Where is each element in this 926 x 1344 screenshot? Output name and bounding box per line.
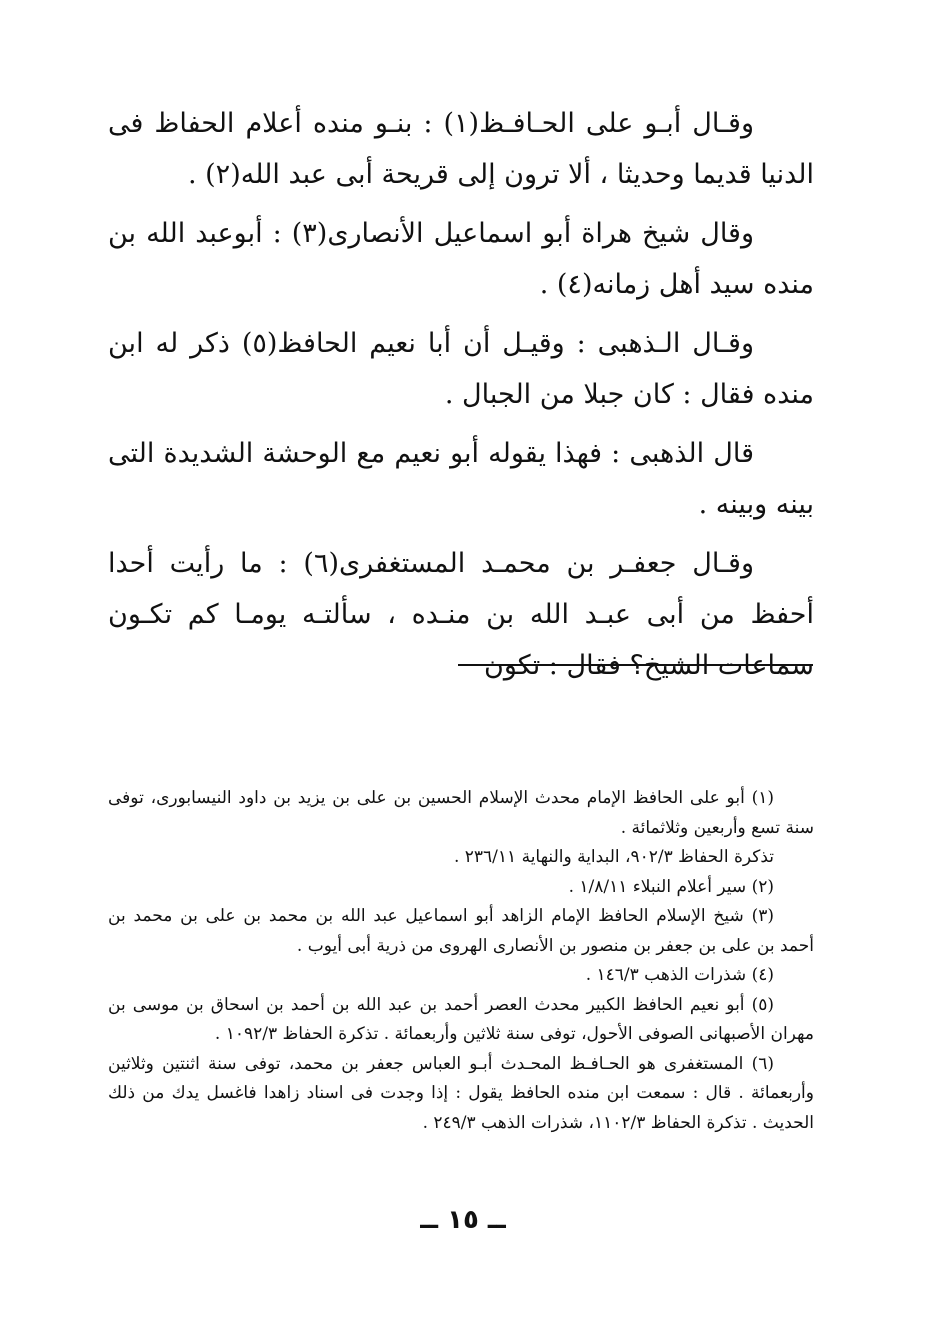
footnote-4: (٤) شذرات الذهب ١٤٦/٣ .	[585, 965, 774, 985]
main-paragraph-3: وقـال الـذهبى : وقيـل أن أبا نعيم الحافظ(٥) ذكر له ابن منده فقال : كان جبلا من الجبال .	[108, 328, 814, 410]
footnote-1: (١) أبو على الحافظ الإمام محدث الإسلام الحسين بن على بن يزيد بن داود النيسابورى، توفى سنة تسع وأربعين وثلاثمائة .	[108, 788, 814, 838]
footnote-separator	[458, 664, 813, 666]
footnote-5: (٥) أبو نعيم الحافظ الكبير محدث العصر أحمد بن عبد الله بن أحمد بن اسحاق بن موسى بن مهران الأصبهانى الصوفى الأحول، توفى سنة ثلاثين وأربعمائة . تذكرة الحفاظ ١٠٩٢/٣ .	[108, 994, 814, 1044]
footnote-1-refs: تذكرة الحفاظ ٩٠٢/٣، البداية والنهاية ٢٣٦/١١ .	[453, 847, 774, 867]
main-paragraph-2: وقال شيخ هراة أبو اسماعيل الأنصارى(٣) : أبوعبد الله بن منده سيد أهل زمانه(٤) .	[108, 218, 814, 300]
main-paragraph-5: وقـال جعفـر بن محمـد المستغفرى(٦) : ما رأيت أحدا أحفظ من أبى عبـد الله بن منـده ، سألتـه يومـا كم تكـون سماعات الشيخ؟ فقال : تكون	[108, 548, 814, 681]
footnotes	[108, 784, 814, 1138]
main-paragraph-1: وقـال أبـو على الحـافـظ(١) : بنـو منده أعلام الحفاظ فى الدنيا قديما وحديثا ، ألا ترون إلى قريحة أبى عبد الله(٢) .	[108, 108, 814, 190]
main-text	[108, 98, 814, 699]
footnote-2: (٢) سير أعلام النبلاء ١/٨/١١ .	[568, 876, 774, 897]
footnote-3: (٣) شيخ الإسلام الحافظ الإمام الزاهد أبو اسماعيل عبد الله بن محمد بن على بن محمد بن أحمد بن على بن جعفر بن منصور بن الأنصارى الهروى من ذرية أبى أيوب .	[108, 906, 814, 956]
main-paragraph-4: قال الذهبى : فهذا يقوله أبو نعيم مع الوحشة الشديدة التى بينه وبينه .	[108, 438, 814, 520]
page-number: ــ ١٥ ــ	[420, 1205, 506, 1235]
footnote-6: (٦) المستغفرى هو الحـافـظ المحـدث أبـو العباس جعفر بن محمد، توفى سنة اثنتين وثلاثين وأربعمائة . قال : سمعت ابن منده الحافظ يقول : إذا وجدت فى اسناد زاهدا فاغسل يدك من ذلك الحديث . تذكرة الحفاظ ١١٠٢/٣، شذرات الذهب ٢٤٩/٣ .	[108, 1053, 814, 1133]
